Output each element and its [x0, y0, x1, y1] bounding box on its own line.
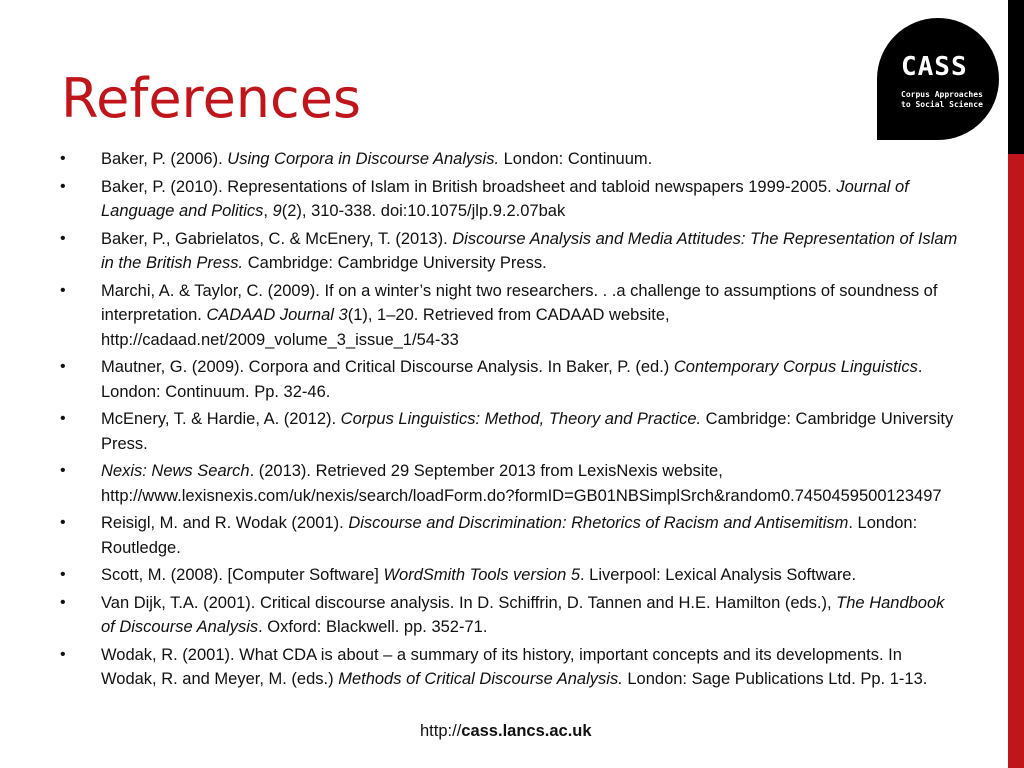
bullet-icon: • [60, 358, 66, 375]
reference-text: (1), 1–20. Retrieved from CADAAD website, http://cadaad.net/2009_volume_3_issue_1/54-33 [101, 306, 670, 349]
reference-text: Baker, P. (2006). [101, 150, 228, 168]
edge-bar-red [1008, 154, 1024, 768]
reference-item [60, 227, 960, 276]
reference-item [60, 511, 960, 560]
reference-item [60, 459, 960, 508]
bullet-icon: • [60, 645, 66, 663]
reference-title-text: 9 [272, 202, 282, 220]
footer-url-domain: cass.lancs.ac.uk [461, 722, 592, 740]
reference-text: . Liverpool: Lexical Analysis Software. [580, 566, 857, 584]
reference-text: Reisigl, M. and R. Wodak (2001). [101, 514, 349, 532]
reference-text: Cambridge: Cambridge University Press. [243, 254, 547, 272]
bullet-icon: • [60, 281, 66, 299]
reference-title-text: Methods of Critical Discourse Analysis. [338, 670, 623, 688]
reference-item [60, 147, 960, 172]
reference-item [60, 355, 960, 404]
reference-text: , [263, 202, 273, 220]
reference-list [60, 147, 960, 695]
logo-tagline-line-1: Corpus Approaches [901, 90, 983, 99]
bullet-icon: • [60, 462, 66, 479]
reference-title-text: Nexis: News Search [101, 462, 250, 480]
reference-text: Baker, P., Gabrielatos, C. & McEnery, T. (2013). [101, 229, 453, 248]
footer-url-prefix: http:// [420, 722, 462, 740]
reference-item [60, 591, 960, 640]
reference-item [60, 279, 960, 353]
logo-tagline [901, 90, 983, 110]
reference-text: Baker, P. (2010). Representations of Islam in British broadsheet and tabloid newspapers 1999-2005. [101, 177, 837, 196]
reference-text: Scott, M. (2008). [Computer Software] [101, 566, 384, 584]
reference-text: McEnery, T. & Hardie, A. (2012). [101, 410, 341, 428]
logo-tagline-line-2: to Social Science [901, 100, 983, 109]
bullet-icon: • [60, 514, 66, 531]
reference-title-text: WordSmith Tools version 5 [383, 566, 581, 584]
bullet-icon: • [60, 150, 66, 167]
reference-text: London: Continuum. [499, 150, 653, 168]
reference-text: . (2013). Retrieved 29 September 2013 from LexisNexis website, http://www.lexisnexis.com/uk/nexis/search/loadForm.do?formID=GB01NBSimplSrch&random0.7450459500123497 [101, 462, 942, 505]
edge-bar-black [1008, 0, 1024, 154]
bullet-icon: • [60, 177, 66, 195]
reference-title-text: CADAAD Journal 3 [206, 306, 348, 324]
reference-text: London: Sage Publications Ltd. Pp. 1-13. [622, 670, 928, 688]
reference-item [60, 407, 960, 456]
reference-title-text: Corpus Linguistics: Method, Theory and Practice. [340, 410, 702, 428]
reference-title-text: The Handbook of Discourse Analysis [101, 593, 945, 636]
logo-name: CASS [901, 52, 968, 82]
bullet-icon: • [60, 410, 66, 427]
reference-text: (2), 310-338. doi:10.1075/jlp.9.2.07bak [281, 202, 566, 220]
cass-logo [877, 18, 999, 140]
reference-text: . London: Routledge. [101, 514, 918, 557]
reference-text: Van Dijk, T.A. (2001). Critical discourse analysis. In D. Schiffrin, D. Tannen and H.E. Hamilton (eds.), [101, 593, 837, 612]
reference-text: Mautner, G. (2009). Corpora and Critical Discourse Analysis. In Baker, P. (ed.) [101, 358, 674, 376]
reference-text: . London: Continuum. Pp. 32-46. [101, 358, 923, 401]
reference-title-text: Using Corpora in Discourse Analysis. [227, 150, 500, 168]
page-title: References [61, 67, 362, 130]
bullet-icon: • [60, 566, 66, 583]
reference-item [60, 563, 960, 588]
reference-title-text: Discourse Analysis and Media Attitudes: The Representation of Islam in the British Press. [101, 229, 958, 272]
bullet-icon: • [60, 229, 66, 247]
reference-title-text: Journal of Language and Politics [101, 177, 909, 220]
reference-item [60, 643, 960, 692]
bullet-icon: • [60, 593, 66, 611]
reference-text: Cambridge: Cambridge University Press. [101, 410, 954, 453]
reference-title-text: Discourse and Discrimination: Rhetorics of Racism and Antisemitism [348, 514, 849, 532]
reference-text: Wodak, R. (2001). What CDA is about – a summary of its history, important concepts and its developments. In Wodak, R. and Meyer, M. (eds.) [101, 645, 902, 688]
reference-title-text: Contemporary Corpus Linguistics [673, 358, 918, 376]
reference-text: Marchi, A. & Taylor, C. (2009). If on a winter’s night two researchers. . .a challenge to assumptions of soundness of interpretation. [101, 281, 938, 324]
footer-url [420, 722, 592, 741]
reference-item [60, 175, 960, 224]
reference-text: . Oxford: Blackwell. pp. 352-71. [258, 618, 488, 636]
